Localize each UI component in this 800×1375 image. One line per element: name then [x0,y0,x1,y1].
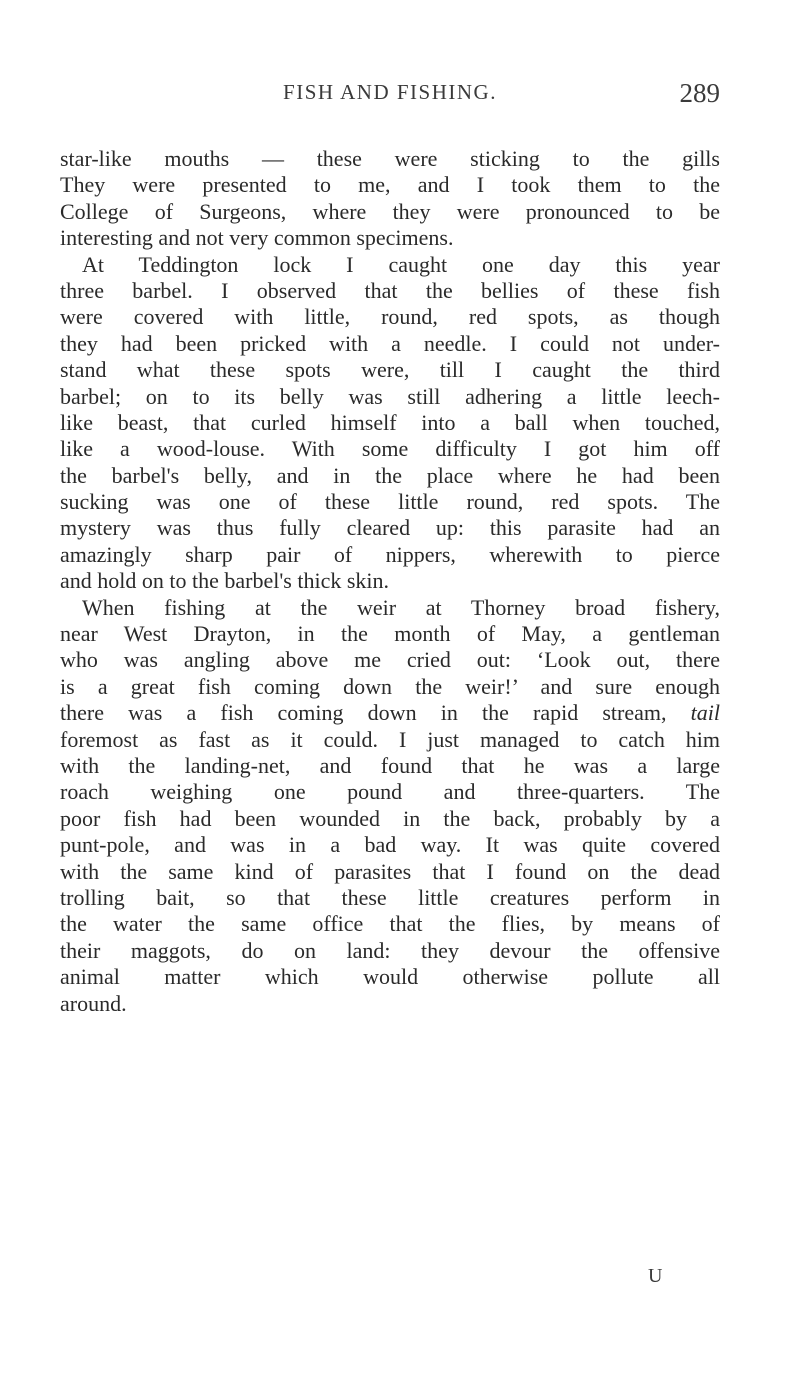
italic-word: tail [690,700,720,726]
text-line: When fishing at the weir at Thorney broad fishery, [82,594,720,620]
signature-mark: U [648,1265,663,1287]
text-line: with the same kind of parasites that I found on the dead [60,858,720,884]
text-line: mystery was thus fully cleared up: this parasite had an [60,515,720,541]
text-line: like a wood-louse. With some difficulty I got him off [60,436,720,462]
text-line: the barbel's belly, and in the place where he had been [60,462,720,488]
body-text [60,146,720,1017]
text-line: punt-pole, and was in a bad way. It was quite covered [60,832,720,858]
text-line: star-like mouths — these were sticking to the gills [60,146,720,171]
text-line: is a great fish coming down the weir!’ and sure enough [60,673,720,699]
text-line: sucking was one of these little round, red spots. The [60,489,720,515]
text-line: interesting and not very common specimens. [60,225,454,251]
text-line: near West Drayton, in the month of May, a gentleman [60,621,720,647]
text-line: there was a fish coming down in the rapid stream, tail [60,700,720,726]
text-line: three barbel. I observed that the bellies of these fish [60,277,720,303]
running-title: FISH AND FISHING. [283,80,497,104]
text-line: animal matter which would otherwise pollute all [60,964,720,990]
text-line: like beast, that curled himself into a ball when touched, [60,409,720,435]
text-line: with the landing-net, and found that he was a large [60,752,720,778]
text-line: and hold on to the barbel's thick skin. [60,568,390,594]
text-line: they had been pricked with a needle. I could not under- [60,330,720,356]
running-head [60,80,720,114]
text-line: roach weighing one pound and three-quarters. The [60,779,720,805]
text-line: trolling bait, so that these little creatures perform in [60,884,720,910]
text-line: College of Surgeons, where they were pronounced to be [60,198,720,224]
text-line: stand what these spots were, till I caught the third [60,357,720,383]
text-line: who was angling above me cried out: ‘Look out, there [60,647,720,673]
text-line: barbel; on to its belly was still adhering a little leech- [60,383,720,409]
page-number: 289 [679,78,720,108]
text-line: were covered with little, round, red spots, as though [60,304,720,330]
text-line: around. [60,990,127,1016]
text-line: poor fish had been wounded in the back, probably by a [60,805,720,831]
text-line: They were presented to me, and I took them to the [60,172,720,198]
text-line: the water the same office that the flies, by means of [60,911,720,937]
text-line: amazingly sharp pair of nippers, wherewith to pierce [60,541,720,567]
text-line: their maggots, do on land: they devour the offensive [60,937,720,963]
text-line: foremost as fast as it could. I just managed to catch him [60,726,720,752]
text-line: At Teddington lock I caught one day this year [82,251,720,277]
